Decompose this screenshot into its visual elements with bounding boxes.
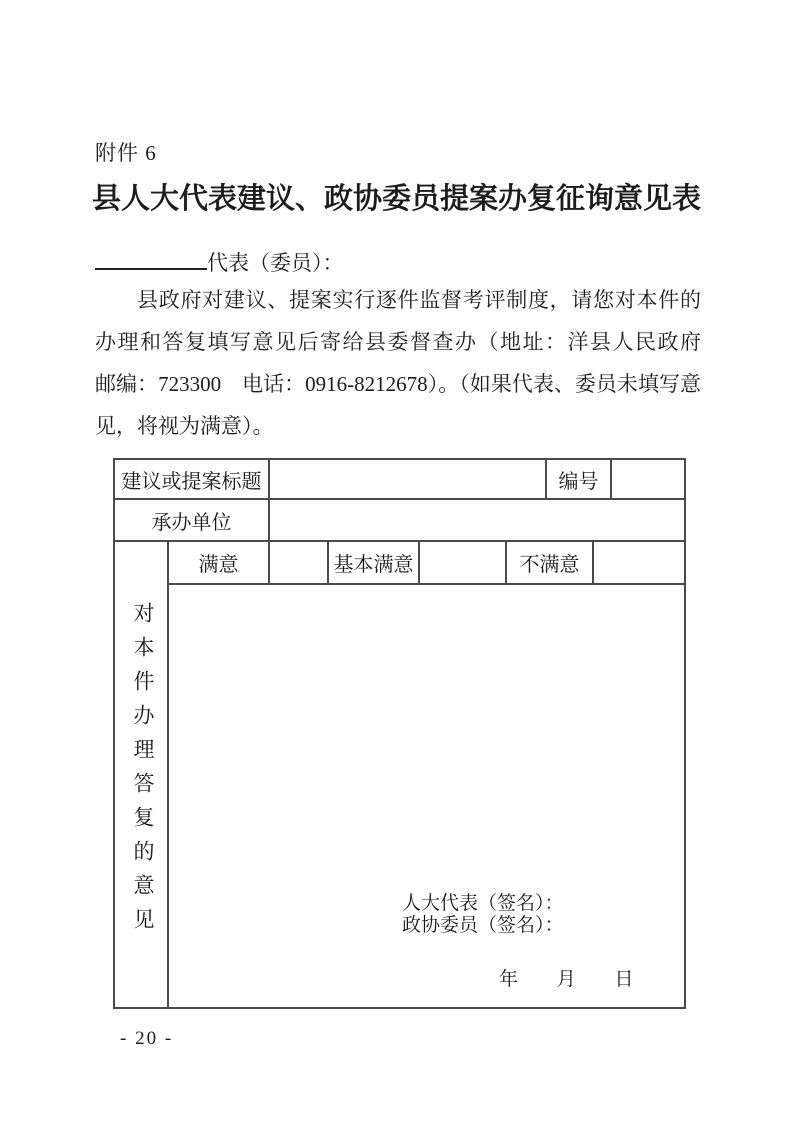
cppcc-signature-line: 政协委员（签名）： [402,915,564,936]
table-row [114,459,685,499]
proposal-title-value-cell [269,459,546,499]
page-number: - 20 - [120,1028,174,1049]
unsatisfied-mark-cell [593,541,685,584]
signee-name-blank-line [95,246,207,270]
salutation-text: 代表（委员）： [207,251,344,275]
satisfied-mark-cell [269,541,328,584]
number-value-cell [611,459,685,499]
feedback-form-table [113,458,686,1009]
opinion-vertical-label: 对本件办理答复的意见 [131,601,154,942]
date-line: 年 月 日 [499,969,634,990]
table-row [114,541,685,584]
satisfied-label: 满意 [168,541,269,584]
intro-section [95,246,722,447]
unsatisfied-label: 不满意 [506,541,593,584]
body-paragraph: 县政府对建议、提案实行逐件监督考评制度，请您对本件的办理和答复填写意见后寄给县委督查办（地址：洋县人民政府 邮编：723300 电话：0916-8212678）。（如果代表、委员未填写意见，将视为满意）。 [95,288,722,438]
salutation-line [95,246,701,279]
table-row [114,499,685,541]
attachment-label: 附件 6 [95,141,157,165]
organizer-label: 承办单位 [114,499,269,541]
basically-satisfied-label: 基本满意 [328,541,419,584]
proposal-title-label: 建议或提案标题 [114,459,269,499]
opinion-content-cell [168,584,685,1008]
signature-block [402,893,564,937]
organizer-value-cell [269,499,685,541]
table-row [114,584,685,1008]
document-title: 县人大代表建议、政协委员提案办复征询意见表 [91,183,701,215]
opinion-vertical-label-cell [114,541,168,1008]
npc-signature-line: 人大代表（签名）： [402,893,564,914]
basically-satisfied-mark-cell [419,541,506,584]
number-label: 编号 [546,459,611,499]
